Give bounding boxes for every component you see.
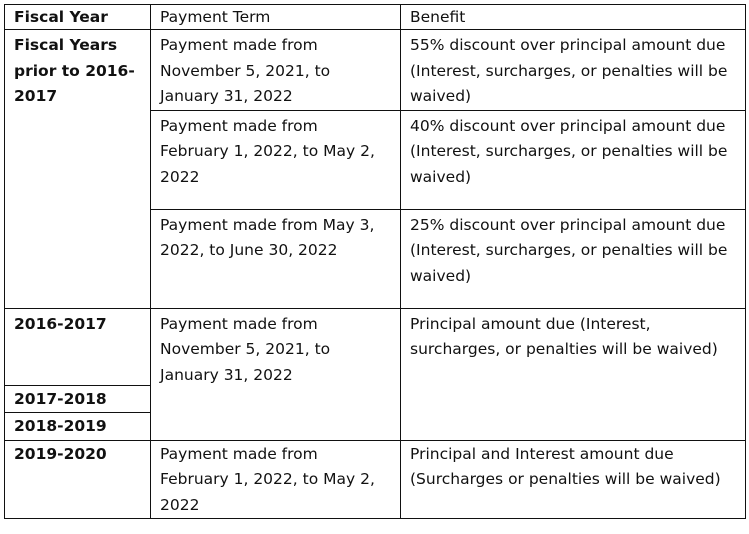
benefit-cell: 55% discount over principal amount due (Interest, surcharges, or penalties will be waived) (401, 30, 746, 111)
header-fiscal-year: Fiscal Year (5, 5, 151, 30)
table-row (5, 308, 746, 385)
fiscal-year-cell: 2017-2018 (5, 385, 151, 413)
header-row (5, 5, 746, 30)
payment-term-cell: Payment made from February 1, 2022, to May 2, 2022 (151, 440, 401, 519)
fiscal-year-cell: 2016-2017 (5, 308, 151, 385)
fiscal-year-prior-cell: Fiscal Years prior to 2016-2017 (5, 30, 151, 309)
amnesty-payment-table (4, 4, 746, 519)
table-header (5, 5, 746, 30)
payment-term-cell: Payment made from November 5, 2021, to January 31, 2022 (151, 30, 401, 111)
benefit-cell: 25% discount over principal amount due (Interest, surcharges, or penalties will be waived) (401, 209, 746, 308)
payment-term-cell: Payment made from May 3, 2022, to June 30, 2022 (151, 209, 401, 308)
header-payment-term: Payment Term (151, 5, 401, 30)
benefit-cell: Principal amount due (Interest, surcharges, or penalties will be waived) (401, 308, 746, 440)
benefit-cell: Principal and Interest amount due (Surcharges or penalties will be waived) (401, 440, 746, 519)
table-body (5, 30, 746, 519)
table-row (5, 440, 746, 519)
header-benefit: Benefit (401, 5, 746, 30)
payment-term-cell: Payment made from November 5, 2021, to January 31, 2022 (151, 308, 401, 440)
table-row (5, 30, 746, 111)
fiscal-year-cell: 2018-2019 (5, 413, 151, 441)
fiscal-year-cell: 2019-2020 (5, 440, 151, 519)
benefit-cell: 40% discount over principal amount due (Interest, surcharges, or penalties will be waived) (401, 110, 746, 209)
payment-term-cell: Payment made from February 1, 2022, to May 2, 2022 (151, 110, 401, 209)
